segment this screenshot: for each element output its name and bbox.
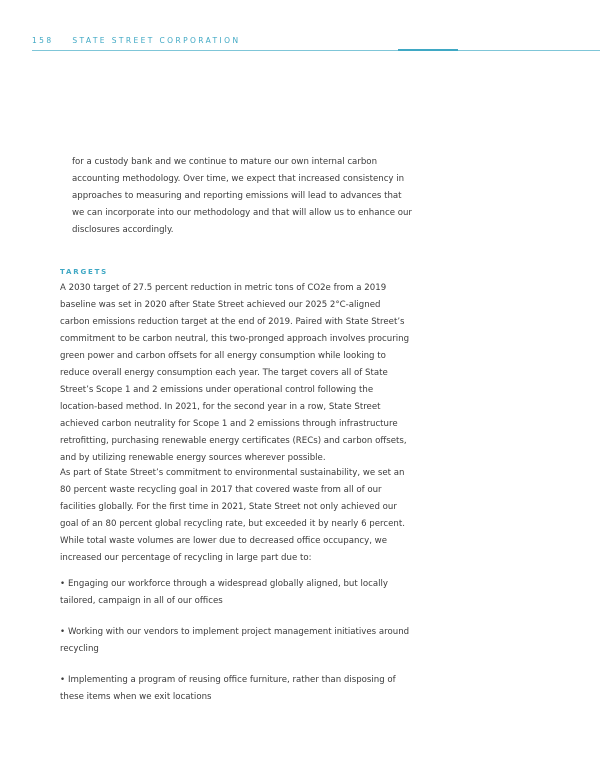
targets-paragraph-1: A 2030 target of 27.5 percent reduction in metric tons of CO2e from a 2019 baseline was set in 2020 after State Street achieved our 2025 2°C-aligned carbon emissions reduction target at the end of 2019. Paired with State Street’s commitment to be carbon neutral, this two-pronged approach involves procuring green power and carbon offsets for all energy consumption while looking to reduce overall energy consumption each year. The target covers all of State Street’s Scope 1 and 2 emissions under operational control following the location-based method. In 2021, for the second year in a row, State Street achieved carbon neutrality for Scope 1 and 2 emissions through infrastructure retrofitting, purchasing renewable energy certificates (RECs) and carbon offsets, and by utilizing renewable energy sources wherever possible. [60, 283, 410, 463]
bullet-text: Working with our vendors to implement project management initiatives around recycling [60, 627, 410, 654]
bullet-item [60, 576, 412, 610]
bullet-dot-icon: • [60, 627, 66, 637]
bullet-text: Implementing a program of reusing office furniture, rather than disposing of these items when we exit locations [60, 675, 396, 702]
bullet-item [60, 624, 412, 658]
header-divider-accent [398, 49, 458, 51]
intro-paragraph: for a custody bank and we continue to mature our own internal carbon accounting methodology. Over time, we expect that increased consistency in approaches to measuring and reporting emissions will lead to advances that we can incorporate into our methodology and that will allow us to enhance our disclosures accordingly. [72, 157, 412, 235]
page-number: 158 [32, 36, 54, 45]
header-divider [32, 50, 600, 51]
bullet-item [60, 672, 412, 706]
company-name: STATE STREET CORPORATION [72, 36, 241, 45]
targets-paragraph-2: As part of State Street’s commitment to environmental sustainability, we set an 80 percent waste recycling goal in 2017 that covered waste from all of our facilities globally. For the first time in 2021, State Street not only achieved our goal of an 80 percent global recycling rate, but exceeded it by nearly 6 percent. While total waste volumes are lower due to decreased office occupancy, we increased our percentage of recycling in large part due to: [60, 468, 405, 563]
bullet-dot-icon: • [60, 675, 66, 685]
bullet-dot-icon: • [60, 579, 66, 589]
bullet-text: Engaging our workforce through a widespread globally aligned, but locally tailored, campaign in all of our offices [60, 579, 388, 606]
section-heading-targets: TARGETS [60, 268, 108, 276]
page-header [32, 36, 240, 45]
